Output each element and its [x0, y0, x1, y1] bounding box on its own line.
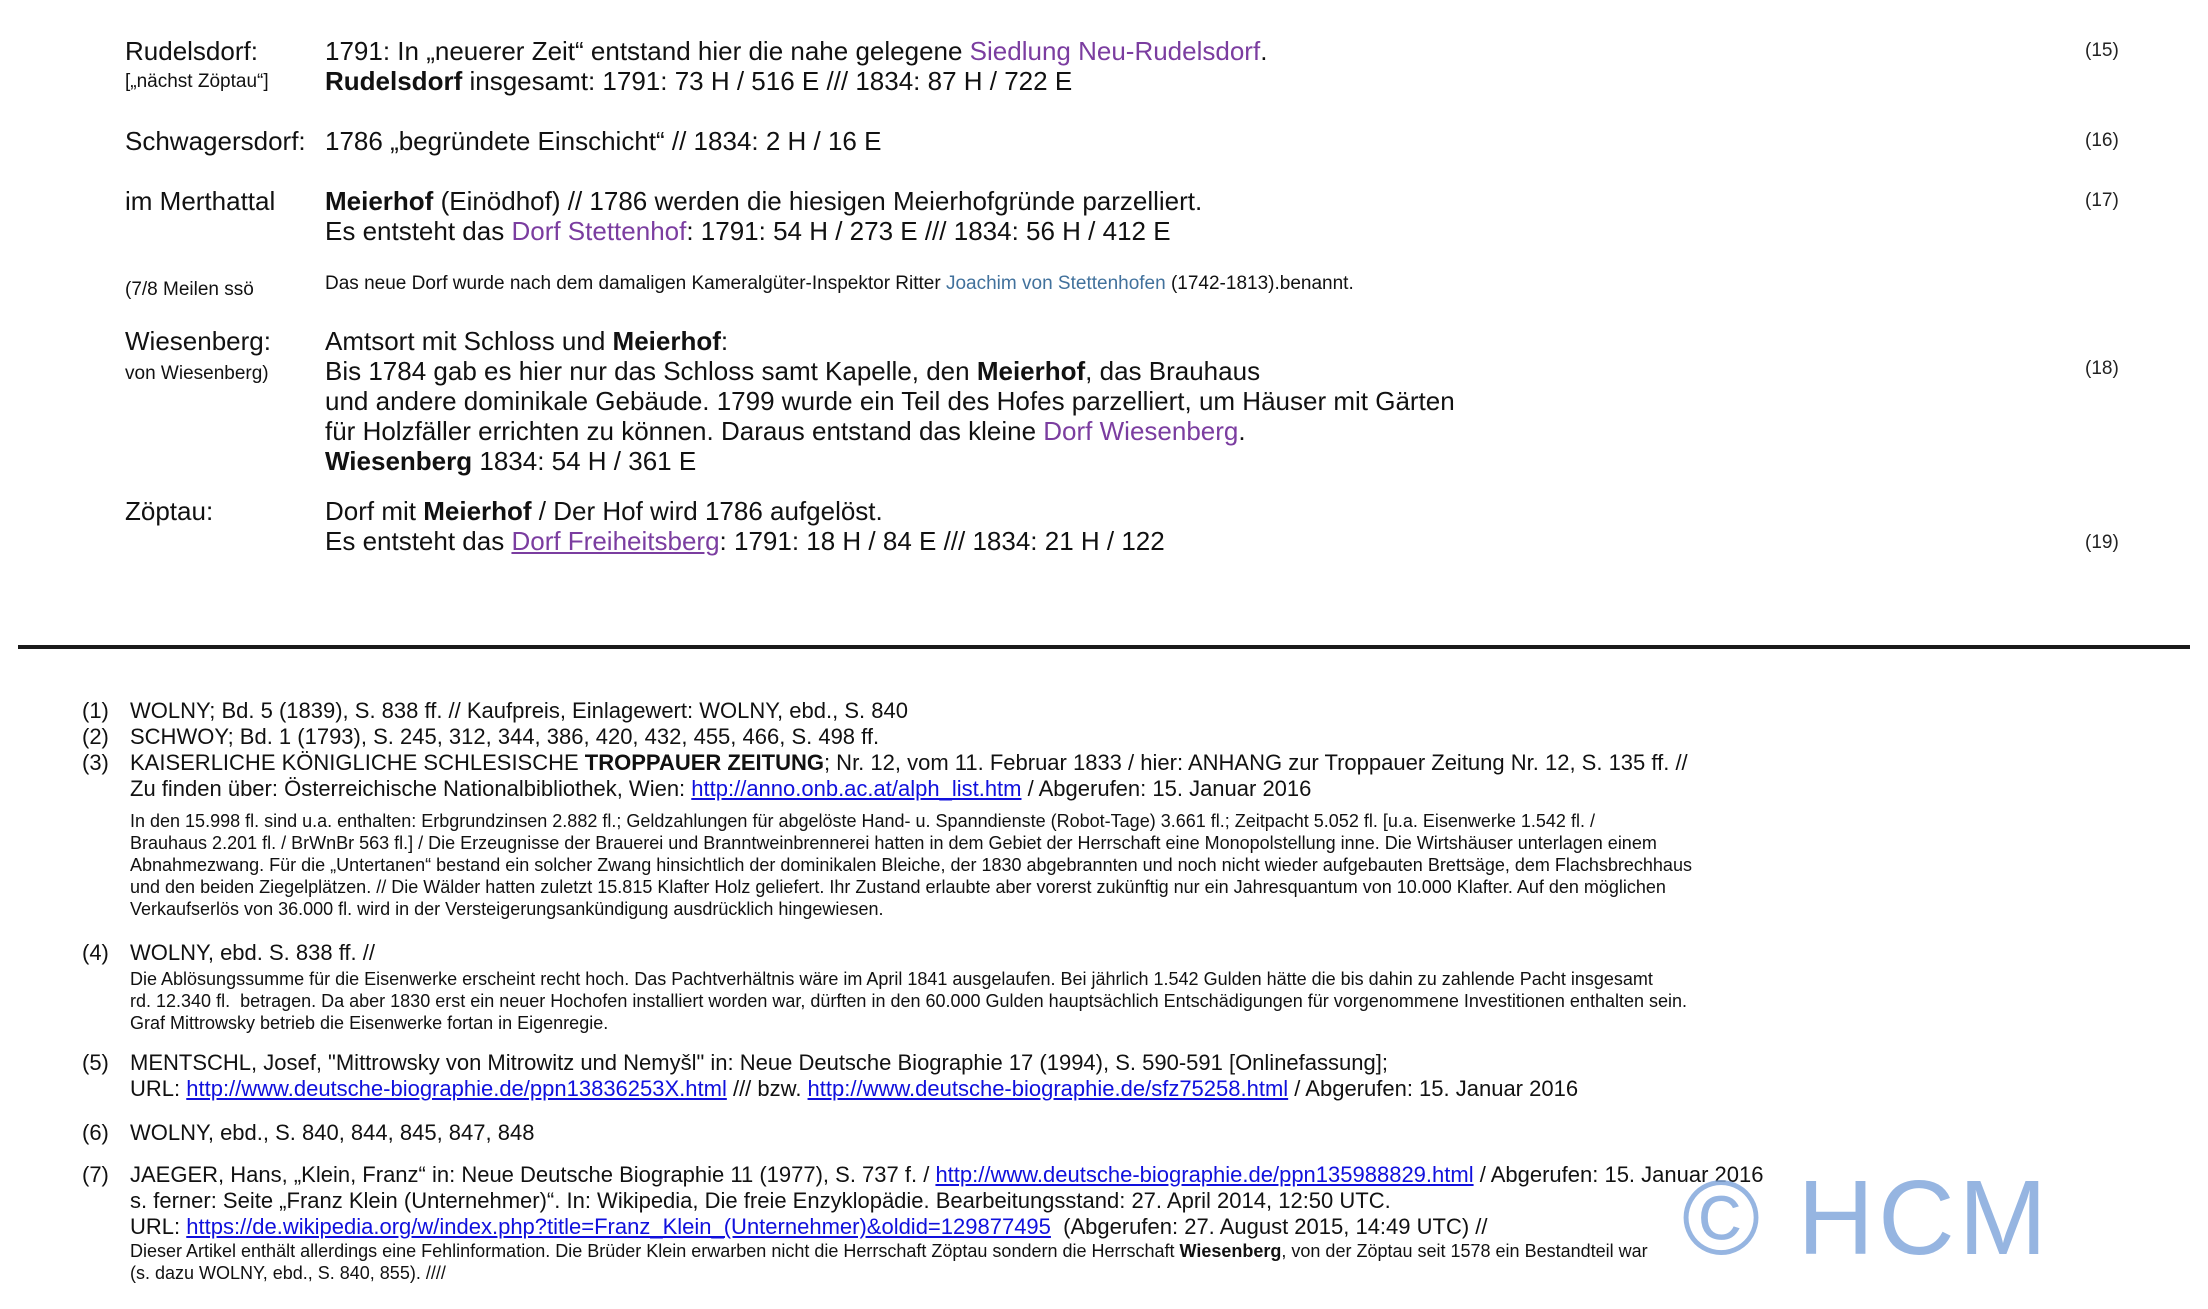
entry-sublabel-rudelsdorf: [„nächst Zöptau“]	[125, 71, 269, 92]
text-run: Dorf mit	[325, 496, 424, 526]
text-run: Dieser Artikel enthält allerdings eine Fehlinformation. Die Brüder Klein erwarben nicht die Herrschaft Zöptau sondern die Herrschaft	[130, 1241, 1180, 1261]
text-run: 1786 „begründete Einschicht“ // 1834: 2 H / 16 E	[325, 126, 882, 156]
entry-line	[325, 416, 1455, 446]
footnote-line	[130, 1050, 1578, 1076]
link-joachim-von-stettenhofen[interactable]: Joachim von Stettenhofen	[945, 273, 1166, 294]
text-run: JAEGER, Hans, „Klein, Franz“ in: Neue Deutsche Biographie 11 (1977), S. 737 f. /	[130, 1162, 936, 1187]
footnote-line	[130, 776, 1688, 802]
entry-line	[325, 386, 1455, 416]
text-run: Meierhof	[976, 356, 1086, 386]
entry-label-rudelsdorf: Rudelsdorf:	[125, 36, 258, 66]
text-run: , von der Zöptau seit 1578 ein Bestandteil war	[1281, 1241, 1648, 1261]
ref-number-17: (17)	[2085, 190, 2119, 211]
footnote-small-line	[130, 854, 1692, 876]
text-run: WOLNY, ebd. S. 838 ff. //	[130, 940, 375, 965]
text-run: .	[1238, 416, 1246, 446]
footnote-small-line	[130, 968, 1687, 990]
text-run: :	[720, 326, 729, 356]
footnote-small-line	[130, 832, 1692, 854]
text-run: Meierhof	[325, 186, 434, 216]
text-run: / Abgerufen: 15. Januar 2016	[1288, 1076, 1579, 1101]
entry-content-rudelsdorf	[325, 36, 1267, 96]
text-run: (Einödhof) // 1786 werden die hiesigen Meierhofgründe parzelliert.	[433, 186, 1203, 216]
entry-label-wiesenberg: Wiesenberg:	[125, 326, 271, 356]
footnote-line	[130, 724, 879, 750]
footnote-line	[130, 940, 375, 966]
footnote-number: (6)	[82, 1120, 109, 1145]
text-run: Meierhof	[423, 496, 532, 526]
footnote-number: (1)	[82, 698, 109, 723]
text-run: / Abgerufen: 15. Januar 2016	[1021, 776, 1312, 801]
footnote-text	[130, 1120, 534, 1146]
link-anno-onb[interactable]: http://anno.onb.ac.at/alph_list.htm	[691, 776, 1022, 801]
footnote-small-line	[130, 1240, 1648, 1262]
text-run: Es entsteht das	[325, 216, 512, 246]
text-run: (s. dazu WOLNY, ebd., S. 840, 855). ////	[130, 1263, 446, 1283]
text-run: Brauhaus 2.201 fl. / BrWnBr 563 fl.] / Die Erzeugnisse der Brauerei und Branntweinbrennerei hatten in dem Gebiet der Herrschaft eine Monopolstellung inne. Die Wirtshäuser unterlagen einem	[130, 833, 1657, 853]
entry-line	[325, 496, 1165, 526]
entry-line	[325, 126, 881, 156]
text-run: rd. 12.340 fl. betragen. Da aber 1830 erst ein neuer Hochofen installiert worden war, dürften in den 60.000 Gulden hauptsächlich Entschädigungen für vorgenommene Investitionen enthalten sein.	[130, 991, 1688, 1011]
footnote-small-line	[130, 810, 1692, 832]
text-run: In den 15.998 fl. sind u.a. enthalten: Erbgrundzinsen 2.882 fl.; Geldzahlungen für abgelöste Hand- u. Spanndienste (Robot-Tage) 3.661 fl.; Zeitpacht 5.052 fl. [u.a. Eisenwerke 1.542 fl. /	[130, 811, 1595, 831]
text-run: Bis 1784 gab es hier nur das Schloss samt Kapelle, den	[325, 356, 977, 386]
footnote-text	[130, 940, 375, 966]
entry-line	[325, 526, 1165, 556]
entry-content-wiesenberg	[325, 326, 1455, 476]
entry-label-schwagersdorf: Schwagersdorf:	[125, 126, 306, 156]
ref-number-18: (18)	[2085, 358, 2119, 379]
link-dorf-stettenhof[interactable]: Dorf Stettenhof	[511, 216, 687, 246]
entry-line	[325, 186, 1202, 216]
footnote-small-line	[130, 898, 1692, 920]
entry-line	[325, 326, 1455, 356]
footnote-line	[130, 1120, 534, 1146]
text-run: (1742-1813).benannt.	[1165, 273, 1354, 294]
text-run: Graf Mittrowsky betrieb die Eisenwerke fortan in Eigenregie.	[130, 1013, 609, 1033]
link-wikipedia-franz-klein[interactable]: https://de.wikipedia.org/w/index.php?title=Franz_Klein_(Unternehmer)&oldid=129877495	[186, 1214, 1051, 1239]
text-run: Es entsteht das	[325, 526, 512, 556]
entry-note-merthattal	[325, 272, 1354, 296]
link-dorf-wiesenberg[interactable]: Dorf Wiesenberg	[1043, 416, 1239, 446]
hcm-watermark: © HCM	[1682, 1159, 2051, 1277]
ref-number-19: (19)	[2085, 532, 2119, 553]
footnote-line	[130, 1162, 1763, 1188]
text-run: Wiesenberg	[1179, 1241, 1282, 1261]
footnote-small-line	[130, 1262, 1648, 1284]
ref-number-16: (16)	[2085, 130, 2119, 151]
text-run: 1834: 54 H / 361 E	[472, 446, 697, 476]
text-run: Meierhof	[612, 326, 721, 356]
footnote-text	[130, 1050, 1578, 1102]
text-run: URL:	[130, 1076, 187, 1101]
text-run: und andere dominikale Gebäude. 1799 wurde ein Teil des Hofes parzelliert, um Häuser mit Gärten	[325, 386, 1455, 416]
footnote-small-line	[130, 1012, 1687, 1034]
text-run: Amtsort mit Schloss und	[325, 326, 613, 356]
text-run: Verkaufserlös von 36.000 fl. wird in der Versteigerungsankündigung ausdrücklich hingewiesen.	[130, 899, 884, 919]
ref-number-15: (15)	[2085, 40, 2119, 61]
link-siedlung-neu-rudelsdorf[interactable]: Siedlung Neu-Rudelsdorf	[969, 36, 1261, 66]
text-run: : 1791: 18 H / 84 E /// 1834: 21 H / 122	[719, 526, 1165, 556]
entry-content-merthattal	[325, 186, 1202, 246]
entry-line	[325, 66, 1267, 96]
footnote-line	[130, 1188, 1763, 1214]
text-run: SCHWOY; Bd. 1 (1793), S. 245, 312, 344, 386, 420, 432, 455, 466, S. 498 ff.	[130, 724, 880, 749]
entry-line	[325, 216, 1202, 246]
footnote-line	[130, 1076, 1578, 1102]
footnote-smalltext	[130, 968, 1687, 1034]
text-run: / Abgerufen: 15. Januar 2016	[1473, 1162, 1764, 1187]
footnote-number: (3)	[82, 750, 109, 775]
footnote-smalltext	[130, 1240, 1648, 1284]
entry-line	[325, 36, 1267, 66]
text-run: WOLNY, ebd., S. 840, 844, 845, 847, 848	[130, 1120, 535, 1145]
text-run: Die Ablösungssumme für die Eisenwerke erscheint recht hoch. Das Pachtverhältnis wäre im April 1841 ausgelaufen. Bei jährlich 1.542 Gulden hätte die bis dahin zu zahlende Pacht insgesamt	[130, 969, 1653, 989]
entry-line	[325, 446, 1455, 476]
text-run: ; Nr. 12, vom 11. Februar 1833 / hier: ANHANG zur Troppauer Zeitung Nr. 12, S. 135 ff. //	[823, 750, 1688, 775]
section-divider	[18, 645, 2190, 649]
entry-label-zoeptau: Zöptau:	[125, 496, 214, 526]
footnote-line	[130, 1214, 1763, 1240]
footnote-number: (7)	[82, 1162, 109, 1187]
footnote-number: (5)	[82, 1050, 109, 1075]
text-run: KAISERLICHE KÖNIGLICHE SCHLESISCHE	[130, 750, 585, 775]
text-run: Wiesenberg	[325, 446, 473, 476]
text-run: für Holzfäller errichten zu können. Daraus entstand das kleine	[325, 416, 1044, 446]
text-run: MENTSCHL, Josef, "Mittrowsky von Mitrowitz und Nemyšl" in: Neue Deutsche Biographie 17 (1994), S. 590-591 [Onlinefassung];	[130, 1050, 1388, 1075]
link-deutsche-biographie-ppn135988829[interactable]: http://www.deutsche-biographie.de/ppn135988829.html	[935, 1162, 1474, 1187]
text-run: / Der Hof wird 1786 aufgelöst.	[531, 496, 883, 526]
footnote-smalltext	[130, 810, 1692, 920]
footnote-text	[130, 698, 908, 724]
footnote-line	[130, 698, 908, 724]
entry-label-merthattal: im Merthattal	[125, 186, 276, 216]
text-run: Abnahmezwang. Für die „Untertanen“ bestand ein solcher Zwang hinsichtlich der dominikalen Bleiche, der 1830 abgebrannten und noch nicht wieder aufgebauten Brettsäge, dem Flachsbrechhaus	[130, 855, 1692, 875]
text-run: : 1791: 54 H / 273 E /// 1834: 56 H / 412 E	[686, 216, 1171, 246]
link-deutsche-biographie-sfz75258[interactable]: http://www.deutsche-biographie.de/sfz75258.html	[807, 1076, 1289, 1101]
text-run: (Abgerufen: 27. August 2015, 14:49 UTC) //	[1050, 1214, 1488, 1239]
entry-line	[325, 356, 1455, 386]
text-run: Das neue Dorf wurde nach dem damaligen Kameralgüter-Inspektor Ritter	[325, 273, 946, 294]
entry-content-schwagersdorf	[325, 126, 881, 156]
text-run: Rudelsdorf	[325, 66, 463, 96]
footnote-number: (2)	[82, 724, 109, 749]
entry-sublabel-line: von Wiesenberg)	[125, 363, 269, 384]
text-run: /// bzw.	[726, 1076, 808, 1101]
text-run: WOLNY; Bd. 5 (1839), S. 838 ff. // Kaufpreis, Einlagewert: WOLNY, ebd., S. 840	[130, 698, 908, 723]
footnote-text	[130, 724, 879, 750]
text-run: TROPPAUER ZEITUNG	[584, 750, 824, 775]
text-run: insgesamt: 1791: 73 H / 516 E /// 1834: 87 H / 722 E	[462, 66, 1073, 96]
text-run: , das Brauhaus	[1085, 356, 1261, 386]
text-run: Zu finden über: Österreichische Nationalbibliothek, Wien:	[130, 776, 692, 801]
text-run: s. ferner: Seite „Franz Klein (Unternehmer)“. In: Wikipedia, Die freie Enzyklopädie. Bearbeitungsstand: 27. April 2014, 12:50 UTC.	[130, 1188, 1391, 1213]
footnote-small-line	[130, 876, 1692, 898]
footnote-line	[130, 750, 1688, 776]
text-run: 1791: In „neuerer Zeit“ entstand hier die nahe gelegene	[325, 36, 970, 66]
entry-content-zoeptau	[325, 496, 1165, 556]
link-deutsche-biographie-ppn13836253X[interactable]: http://www.deutsche-biographie.de/ppn13836253X.html	[186, 1076, 727, 1101]
text-run: URL:	[130, 1214, 187, 1239]
footnote-text	[130, 750, 1688, 802]
footnote-small-line	[130, 990, 1687, 1012]
entry-sublabel-line: (7/8 Meilen ssö	[125, 279, 254, 300]
text-run: und den beiden Ziegelplätzen. // Die Wälder hatten zuletzt 15.815 Klafter Holz geliefert. Ihr Zustand erlaubte aber vorerst zukünftig nur ein Jahresquantum von 10.000 Klafter. Auf den möglichen	[130, 877, 1666, 897]
text-run: .	[1260, 36, 1268, 66]
link-dorf-freiheitsberg[interactable]: Dorf Freiheitsberg	[511, 526, 720, 556]
footnote-text	[130, 1162, 1763, 1240]
footnote-number: (4)	[82, 940, 109, 965]
